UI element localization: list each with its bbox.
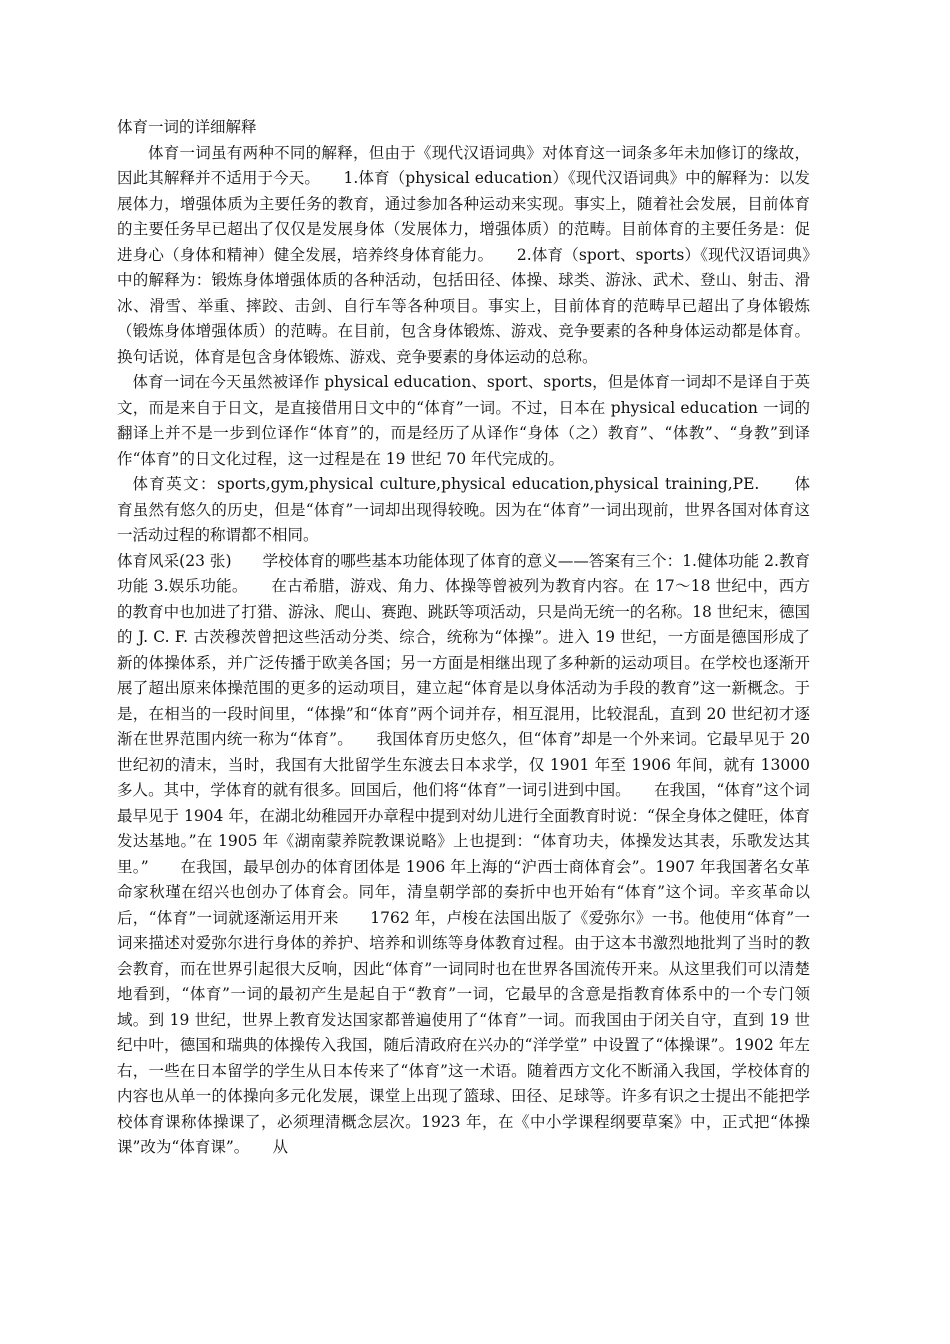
paragraph-history: 体育风采(23 张) 学校体育的哪些基本功能体现了体育的意义——答案有三个：1.健体功能 2.教育功能 3.娱乐功能。 在古希腊，游戏、角力、体操等曾被列为教育内容。在 17～18 世纪中，西方的教育中也加进了打猎、游泳、爬山、赛跑、跳跃等项活动，只是尚无统一的名称。18 世纪末，德国的 J. C. F. 古茨穆茨曾把这些活动分类、综合，统称为“体操”。进入 19 世纪，一方面是德国形成了新的体操体系，并广泛传播于欧美各国；另一方面是相继出现了多种新的运动项目。在学校也逐渐开展了超出原来体操范围的更多的运动项目，建立起“体育是以身体活动为手段的教育”这一新概念。于是，在相当的一段时间里，“体操”和“体育”两个词并存，相互混用，比较混乱，直到 20 世纪初才逐渐在世界范围内统一称为“体育”。 我国体育历史悠久，但“体育”却是一个外来词。它最早见于 20 世纪初的清末，当时，我国有大批留学生东渡去日本求学，仅 1901 年至 1906 年间，就有 13000 多人。其中，学体育的就有很多。回国后，他们将“体育”一词引进到中国。 在我国，“体育”这个词最早见于 1904 年，在湖北幼稚园开办章程中提到对幼儿进行全面教育时说：“保全身体之健旺，体育发达基地。”在 1905 年《湖南蒙养院教课说略》上也提到：“体育功夫，体操发达其表，乐歌发达其里。” 在我国，最早创办的体育团体是 1906 年上海的“沪西士商体育会”。1907 年我国著名女革命家秋瑾在绍兴也创办了体育会。同年，清皇朝学部的奏折中也开始有“体育”这个词。辛亥革命以后，“体育”一词就逐渐运用开来 1762 年，卢梭在法国出版了《爱弥尔》一书。他使用“体育”一词来描述对爱弥尔进行身体的养护、培养和训练等身体教育过程。由于这本书激烈地批判了当时的教会教育，而在世界引起很大反响，因此“体育”一词同时也在世界各国流传开来。从这里我们可以清楚地看到，“体育”一词的最初产生是起自于“教育”一词，它最早的含意是指教育体系中的一个专门领域。到 19 世纪，世界上教育发达国家都普遍使用了“体育”一词。而我国由于闭关自守，直到 19 世纪中叶，德国和瑞典的体操传入我国，随后清政府在兴办的“洋学堂” 中设置了“体操课”。1902 年左右，一些在日本留学的学生从日本传来了“体育”这一术语。随着西方文化不断涌入我国，学校体育的内容也从单一的体操向多元化发展，课堂上出现了篮球、田径、足球等。许多有识之士提出不能把学校体育课称体操课了，必须理清概念层次。1923 年，在《中小学课程纲要草案》中，正式把“体操课”改为“体育课”。 从 (117, 551, 810, 1156)
document-body (117, 115, 810, 1161)
paragraph-definitions: 体育一词虽有两种不同的解释，但由于《现代汉语词典》对体育这一词条多年未加修订的缘故，因此其解释并不适用于今天。 1.体育（physical education）《现代汉语词典》中的解释为：以发展体力，增强体质为主要任务的教育，通过参加各种运动来实现。事实上，随着社会发展，目前体育的主要任务早已超出了仅仅是发展身体（发展体力，增强体质）的范畴。目前体育的主要任务是：促进身心（身体和精神）健全发展，培养终身体育能力。 2.体育（sport、sports）《现代汉语词典》中的解释为：锻炼身体增强体质的各种活动，包括田径、体操、球类、游泳、武术、登山、射击、滑冰、滑雪、举重、摔跤、击剑、自行车等各种项目。事实上，目前体育的范畴早已超出了身体锻炼（锻炼身体增强体质）的范畴。在目前，包含身体锻炼、游戏、竞争要素的各种身体运动都是体育。换句话说，体育是包含身体锻炼、游戏、竞争要素的身体运动的总称。 (117, 143, 810, 366)
paragraph-english-terms: 体育英文：sports,gym,physical culture,physical education,physical training,PE. 体育虽然有悠久的历史，但是“体育”一词却出现得较晚。因为在“体育”一词出现前，世界各国对体育这一活动过程的称谓都不相同。 (117, 475, 810, 544)
paragraph-etymology: 体育一词在今天虽然被译作 physical education、sport、sports，但是体育一词却不是译自于英文，而是来自于日文，是直接借用日文中的“体育”一词。不过，日本在 physical education 一词的翻译上并不是一步到位译作“体育”的，而是经历了从译作“身体（之）教育”、“体教”、“身教”到译作“体育”的日文化过程，这一过程是在 19 世纪 70 年代完成的。 (117, 373, 810, 468)
document-title: 体育一词的详细解释 (117, 118, 257, 136)
